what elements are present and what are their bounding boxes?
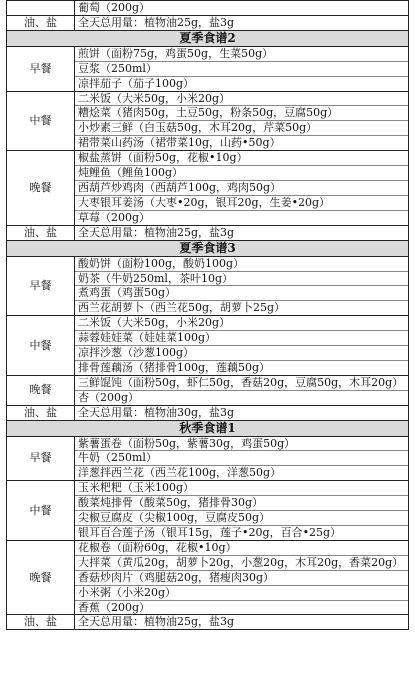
meal-label: 中餐 [7,316,75,376]
dish-line: 排骨莲藕汤（猪排骨100g，莲藕50g） [78,360,271,374]
dish-line: 二米饭（大米50g，小米20g） [75,316,408,331]
dish-line: 豆浆（250ml） [75,62,408,77]
dish-line: 煮鸡蛋（鸡蛋50g） [75,286,408,301]
dish-line: 凉拌沙葱（沙葱100g） [75,346,408,361]
meal-items [75,540,409,615]
dish-line: 二米饭（大米50g，小米20g） [75,92,408,107]
menu-body [7,1,409,630]
meal-row [7,91,409,151]
meal-row [7,15,409,30]
menu-table [6,0,409,630]
dish-line: 杏（200g） [78,390,140,404]
dish-line: 全天总用量：植物油30g，盐3g [78,405,235,419]
meal-items [75,225,409,240]
meal-row [7,540,409,615]
dish-line: 全天总用量：植物油25g，盐3g [78,15,235,29]
dish-line: 小炒素三鲜（白玉菇50g，木耳20g，芹菜50g） [75,121,408,136]
meal-label: 油、盐 [7,15,75,30]
meal-row [7,481,409,541]
dish-line: 牛奶（250ml） [75,451,408,466]
meal-items [75,151,409,226]
meal-label: 早餐 [7,436,75,481]
dish-line: 三鲜馄饨（面粉50g，虾仁50g，香菇20g，豆腐50g，木耳20g） [75,376,408,391]
meal-items [75,481,409,541]
meal-label: 晚餐 [7,151,75,226]
meal-items [75,615,409,630]
meal-row [7,405,409,420]
dish-line: 煎饼（面粉75g，鸡蛋50g，生菜50g） [75,47,408,62]
meal-row [7,1,409,16]
meal-items [75,1,409,16]
dish-line: 裙带菜山药汤（裙带菜10g，山药•50g） [78,136,281,150]
dish-line: 西葫芦炒鸡肉（西葫芦100g，鸡肉50g） [75,181,408,196]
meal-items [75,46,409,91]
dish-line: 炖鲤鱼（鲤鱼100g） [75,166,408,181]
meal-label: 晚餐 [7,375,75,405]
meal-row [7,316,409,376]
dish-line: 香蕉（200g） [78,600,151,614]
dish-line: 紫薯蛋卷（面粉50g，紫薯30g，鸡蛋50g） [75,437,408,452]
dish-line: 全天总用量：植物油25g，盐3g [78,225,235,239]
dish-line: 椒盐蒸饼（面粉50g，花椒•10g） [75,151,408,166]
meal-label: 油、盐 [7,225,75,240]
dish-line: 酸菜炖排骨（酸菜50g，猪排骨30g） [75,496,408,511]
dish-line: 花椒卷（面粉60g，花椒•10g） [75,541,408,556]
meal-label: 晚餐 [7,540,75,615]
meal-row [7,256,409,316]
meal-items [75,15,409,30]
meal-row [7,46,409,91]
meal-label: 油、盐 [7,405,75,420]
dish-line: 凉拌茄子（茄子100g） [78,76,195,90]
meal-label [7,1,75,16]
section-title: 夏季食谱3 [7,240,409,256]
meal-label: 早餐 [7,46,75,91]
section-title: 夏季食谱2 [7,30,409,46]
meal-items [75,436,409,481]
dish-line: 香菇炒肉片（鸡腿菇20g，猪瘦肉30g） [75,571,408,586]
dish-line: 酸奶饼（面粉100g，酸奶100g） [75,257,408,272]
dish-line: 银耳百合莲子汤（银耳15g，莲子•20g，百合•25g） [78,526,342,539]
dish-line: 蒜蓉娃娃菜（娃娃菜100g） [75,331,408,346]
dish-line: 全天总用量：植物油25g，盐3g [78,615,235,629]
dish-line: 葡萄（200g） [78,1,151,14]
meal-label: 中餐 [7,481,75,541]
dish-line: 大拌菜（黄瓜20g，胡萝卜20g，小葱20g，木耳20g，香菜20g） [75,556,408,571]
dish-line: 尖椒豆腐皮（尖椒100g，豆腐皮50g） [75,511,408,526]
meal-row [7,436,409,481]
meal-row [7,225,409,240]
meal-label: 油、盐 [7,615,75,630]
dish-line: 洋葱拌西兰花（西兰花100g，洋葱50g） [78,466,282,480]
meal-label: 早餐 [7,256,75,316]
section-header-row [7,240,409,256]
dish-line: 玉米粑粑（玉米100g） [75,481,408,496]
dish-line: 小米粥（小米20g） [75,586,408,601]
dish-line: 西兰花胡萝卜（西兰花50g，胡萝卜25g） [78,301,286,315]
meal-row [7,615,409,630]
section-header-row [7,30,409,46]
meal-row [7,375,409,405]
dish-line: 奶茶（牛奶250ml，茶叶10g） [75,272,408,287]
dish-line: 糟烩菜（猪肉50g，土豆50g，粉条50g，豆腐50g） [75,106,408,121]
meal-items [75,375,409,405]
section-title: 秋季食谱1 [7,420,409,436]
meal-items [75,256,409,316]
dish-line: 草莓（200g） [78,210,151,224]
meal-label: 中餐 [7,91,75,151]
meal-items [75,316,409,376]
dish-line: 大枣银耳姜汤（大枣•20g，银耳20g，生姜•20g） [75,196,408,211]
section-header-row [7,420,409,436]
meal-row [7,151,409,226]
meal-items [75,91,409,151]
meal-items [75,405,409,420]
